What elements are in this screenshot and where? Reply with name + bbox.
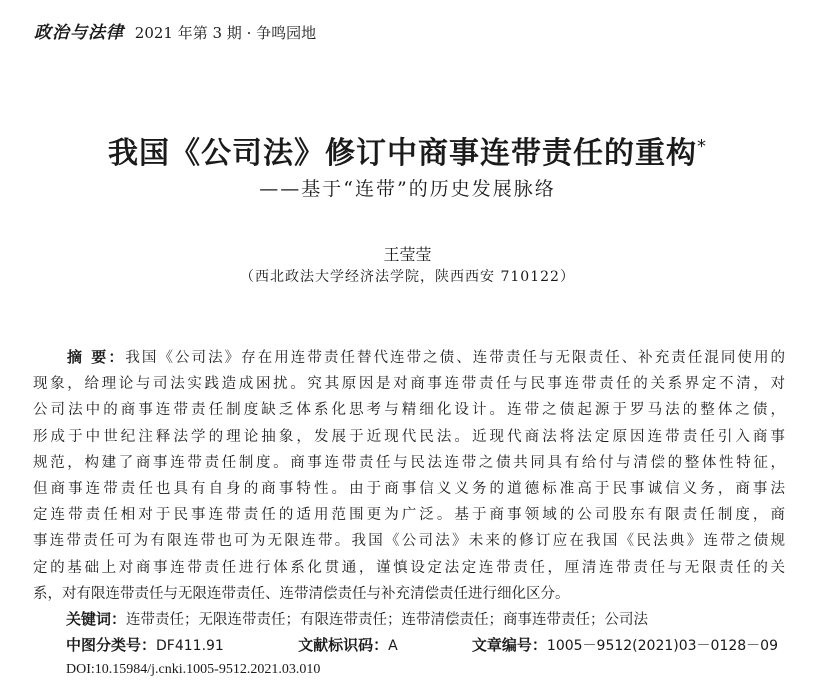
- abstract-line: 定连带责任相对于民事连带责任的适用范围更为广泛。基于商事领域的公司股东有限责任制度，商: [33, 507, 785, 524]
- title-footnote-mark: *: [697, 136, 707, 157]
- journal-logo: 政治与法律: [34, 23, 124, 43]
- abstract-line: 定的基础上对商事连带责任进行体系化贯通，谨慎设定法定连带责任，厘清连带责任与无限责任的关: [33, 559, 785, 576]
- abstract-line: 公司法中的商事连带责任制度缺乏体系化思考与精细化设计。连带之债起源于罗马法的整体之债，: [33, 402, 785, 419]
- doi[interactable]: DOI:10.15984/j.cnki.1005-9512.2021.03.010: [66, 662, 321, 677]
- abstract-line: 现象，给理论与司法实践造成困扰。究其原因是对商事连带责任与民事连带责任的关系界定不清，对: [33, 376, 785, 393]
- abstract: [33, 344, 785, 607]
- abstract-label: 摘 要：: [67, 348, 126, 366]
- abstract-line: 但商事连带责任也具有自身的商事特性。由于商事信义义务的道德标准高于民事诚信义务，商事法: [33, 481, 785, 498]
- author-affiliation: （西北政法大学经济法学院，陕西西安 710122）: [240, 269, 575, 285]
- abstract-line: 摘 要：我国《公司法》存在用连带责任替代连带之债、连带责任与无限责任、补充责任混同使用的: [67, 348, 785, 366]
- keywords: [66, 608, 648, 629]
- author-name: 王莹莹: [383, 245, 432, 264]
- abstract-line: 规范，构建了商事连带责任制度。商事连带责任与民法连带之债共同具有给付与清偿的整体性特征，: [33, 454, 785, 471]
- abstract-line: 系，对有限连带责任与无限连带责任、连带清偿责任与补充清偿责任进行细化区分。: [33, 585, 570, 602]
- clc-number: 中图分类号：DF411.91: [66, 636, 224, 654]
- keywords-value: 连带责任；无限连带责任；有限连带责任；连带清偿责任；商事连带责任；公司法: [126, 612, 649, 628]
- article-number: 文章编号：1005－9512(2021)03－0128－09: [471, 636, 778, 654]
- keywords-label: 关键词：: [66, 610, 127, 628]
- classification-line: [66, 634, 778, 655]
- article-title-text: 我国《公司法》修订中商事连带责任的重构: [108, 136, 697, 171]
- issue-info: 2021 年第 3 期 · 争鸣园地: [134, 24, 317, 42]
- article-subtitle: ——基于“连带”的历史发展脉络: [259, 178, 556, 200]
- abstract-line: 形成于中世纪注释法学的理论抽象，发展于近现代民法。近现代商法将法定原因连带责任引入商事: [33, 428, 785, 445]
- article-title: [0, 128, 815, 172]
- running-header: [34, 18, 316, 43]
- abstract-line: 事连带责任可为有限连带也可为无限连带。我国《公司法》未来的修订应在我国《民法典》连带之债规: [33, 533, 785, 550]
- document-code: 文献标识码：A: [298, 636, 398, 654]
